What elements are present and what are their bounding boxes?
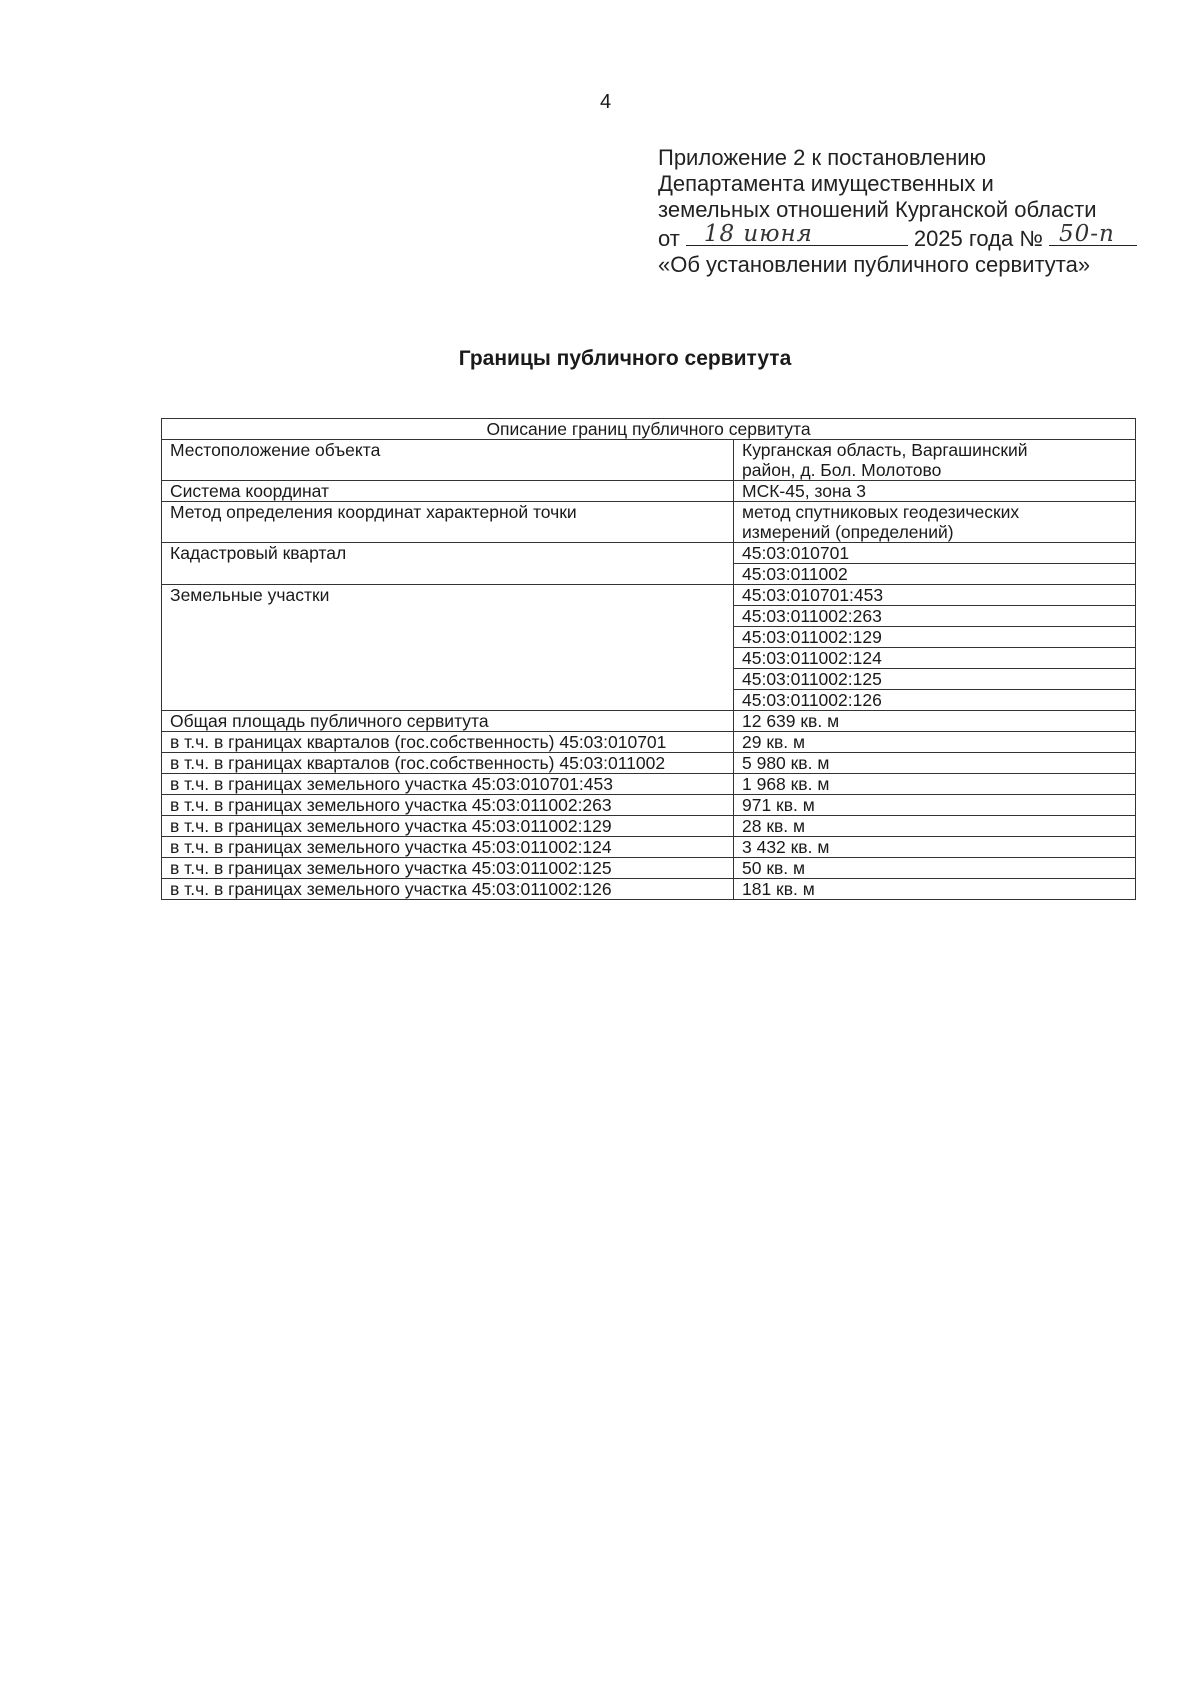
document-title: Границы публичного сервитута: [458, 347, 792, 370]
area-label: Общая площадь публичного сервитута: [162, 711, 734, 732]
parcel-value: 45:03:011002:129: [734, 627, 1136, 648]
appendix-line-5: «Об установлении публичного сервитута»: [658, 252, 1091, 277]
appendix-line-3: земельных отношений Курганской области: [658, 197, 1097, 222]
coord-system-label: Система координат: [162, 481, 734, 502]
table-row: [162, 502, 1136, 543]
cadastral-value: 45:03:011002: [734, 564, 1136, 585]
cadastral-label: Кадастровый квартал: [162, 543, 734, 585]
parcel-value: 45:03:011002:263: [734, 606, 1136, 627]
location-value-line-1: Курганская область, Варгашинский: [742, 440, 1028, 460]
coord-system-value: МСК-45, зона 3: [734, 481, 1136, 502]
table-row: [162, 481, 1136, 502]
area-row: [162, 774, 1136, 795]
area-row: [162, 711, 1136, 732]
area-row: [162, 837, 1136, 858]
method-label: Метод определения координат характерной точки: [162, 502, 734, 543]
appendix-line-2: Департамента имущественных и: [658, 171, 994, 196]
method-value: [734, 502, 1136, 543]
parcel-value: 45:03:010701:453: [734, 585, 1136, 606]
number-blank: [1049, 223, 1137, 246]
method-value-line-1: метод спутниковых геодезических: [742, 502, 1020, 522]
servitude-table: [161, 418, 1136, 900]
appendix-line-1: Приложение 2 к постановлению: [658, 145, 987, 170]
date-prefix: от: [658, 226, 680, 251]
area-value: 181 кв. м: [734, 879, 1136, 900]
table-row: [162, 543, 1136, 564]
date-blank: [686, 223, 908, 246]
area-row: [162, 879, 1136, 900]
parcel-value: 45:03:011002:124: [734, 648, 1136, 669]
area-label: в т.ч. в границах земельного участка 45:03:011002:126: [162, 879, 734, 900]
table-header-row: [162, 419, 1136, 440]
area-row: [162, 858, 1136, 879]
area-value: 1 968 кв. м: [734, 774, 1136, 795]
area-value: 3 432 кв. м: [734, 837, 1136, 858]
appendix-date-line: [658, 223, 1138, 252]
area-row: [162, 795, 1136, 816]
area-label: в т.ч. в границах земельного участка 45:03:011002:125: [162, 858, 734, 879]
page-number: 4: [600, 91, 612, 113]
location-value: [734, 440, 1136, 481]
area-label: в т.ч. в границах кварталов (гос.собственность) 45:03:011002: [162, 753, 734, 774]
area-value: 28 кв. м: [734, 816, 1136, 837]
area-row: [162, 732, 1136, 753]
area-value: 50 кв. м: [734, 858, 1136, 879]
cadastral-value: 45:03:010701: [734, 543, 1136, 564]
area-value: 5 980 кв. м: [734, 753, 1136, 774]
area-value: 971 кв. м: [734, 795, 1136, 816]
area-label: в т.ч. в границах земельного участка 45:03:011002:124: [162, 837, 734, 858]
table-row: [162, 585, 1136, 606]
handwritten-date: 18 июня: [703, 221, 813, 247]
parcels-label: Земельные участки: [162, 585, 734, 711]
area-row: [162, 816, 1136, 837]
handwritten-number: 50-п: [1058, 221, 1115, 247]
table-header: Описание границ публичного сервитута: [162, 419, 1136, 440]
parcel-value: 45:03:011002:125: [734, 669, 1136, 690]
area-label: в т.ч. в границах земельного участка 45:03:010701:453: [162, 774, 734, 795]
location-value-line-2: район, д. Бол. Молотово: [742, 460, 942, 480]
appendix-block: [658, 145, 1138, 278]
year-text: 2025 года №: [913, 226, 1043, 251]
area-label: в т.ч. в границах кварталов (гос.собственность) 45:03:010701: [162, 732, 734, 753]
location-label: Местоположение объекта: [162, 440, 734, 481]
method-value-line-2: измерений (определений): [742, 522, 954, 542]
area-value: 29 кв. м: [734, 732, 1136, 753]
area-value: 12 639 кв. м: [734, 711, 1136, 732]
area-label: в т.ч. в границах земельного участка 45:03:011002:129: [162, 816, 734, 837]
table-row: [162, 440, 1136, 481]
parcel-value: 45:03:011002:126: [734, 690, 1136, 711]
area-label: в т.ч. в границах земельного участка 45:03:011002:263: [162, 795, 734, 816]
area-row: [162, 753, 1136, 774]
